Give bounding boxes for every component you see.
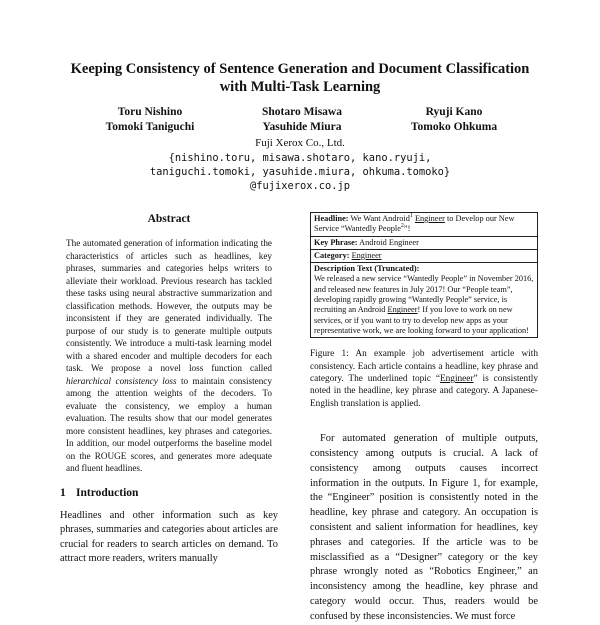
figure-description-row	[311, 263, 537, 337]
section-heading	[60, 487, 278, 499]
author-block-3	[374, 106, 534, 133]
author-name: Shotaro Misawa	[262, 106, 342, 118]
affiliation: Fuji Xerox Co., Ltd.	[255, 137, 345, 149]
author-name: Tomoko Ohkuma	[410, 121, 498, 133]
underlined-topic: Engineer	[414, 214, 445, 223]
figure-label: Headline:	[314, 214, 349, 223]
title-line-2: with Multi-Task Learning	[219, 79, 381, 95]
abstract-text-part: The automated generation of information indicating the characteristics of articles such as headlines, key phrases, summaries and categories helps writers to alleviate their workload. Previous research has tackled these tasks using neural abstractive summarization and classification methods. However, the outputs may be inconsistent if they are generated individually. The purpose of our study is to generate multiple outputs consistently. We introduce a multi-task learning model with a shared encoder and multiple decoders for each task. We propose a novel loss function called	[66, 238, 272, 373]
body-paragraph: For automated generation of multiple outputs, consistency among outputs is crucial. A lack of consistency among outputs causes incorrect information in the outputs. In Figure 1, for example, the “Engineer” position is consistently noted in the headline, key phrase and category. An occupation is consistent and salient information for headlines, key phrases and categories. If the article was to be misclassified as a “Designer” category or the key phrase wrongly noted as “Robotics Engineer,” an inconsistency among the headline, key phrase and category would occur. Thus, readers would be confused by these inconsistencies. We must force	[310, 433, 538, 622]
figure-box	[310, 212, 538, 338]
footnote-mark: 1	[409, 213, 413, 220]
caption-text: Figure 1: An example job advertisement article with consistency. Each article contains a headline, key phrase and category. The underlined topic “	[310, 349, 538, 385]
figure-text: ! If you love to work on new services, or if you want to try to develop new apps as your representative work, we are looking forward to your application!	[314, 305, 529, 335]
left-column	[60, 213, 278, 567]
title-line-1: Keeping Consistency of Sentence Generation and Document Classification	[70, 61, 530, 77]
right-column	[310, 212, 538, 625]
figure-text: to Develop our New Service “Wantedly People	[314, 214, 515, 234]
underlined-topic: Engineer	[351, 250, 382, 260]
figure-text: We Want Android	[348, 214, 410, 223]
caption-text: ” is consistently noted in the headline, key phrase and category. A Japanese-English translation is applied.	[310, 374, 539, 409]
email-line: {nishino.toru, misawa.shotaro, kano.ryuji,	[168, 152, 432, 164]
abstract-text	[60, 237, 278, 475]
paper-title	[40, 60, 560, 96]
abstract-heading: Abstract	[147, 213, 191, 225]
intro-text: Headlines and other information such as key phrases, summaries and categories about articles are crucial for readers to search articles on demand. To attract more readers, writers manually	[60, 509, 278, 565]
figure-keyphrase-row	[311, 237, 537, 250]
author-name: Tomoki Taniguchi	[105, 121, 195, 133]
figure-text: Android Engineer	[357, 237, 419, 247]
author-block-2	[222, 106, 382, 133]
author-name: Ryuji Kano	[425, 106, 483, 118]
figure-caption	[310, 348, 538, 410]
figure-text: We released a new service “Wantedly People” in November 2016, and released new features in July 2017! Our “People team”, developing rapidly growing “Wantedly People” service, is recruiting an Android	[314, 274, 534, 315]
abstract-emphasis: hierarchical consistency loss	[66, 375, 177, 386]
author-name: Toru Nishino	[117, 106, 183, 118]
email-line: taniguchi.tomoki, yasuhide.miura, ohkuma.tomoko}	[149, 166, 451, 178]
underlined-topic: Engineer	[387, 305, 418, 315]
author-name: Yasuhide Miura	[262, 121, 342, 133]
underlined-topic: Engineer	[439, 374, 474, 385]
email-line: @fujixerox.co.jp	[249, 180, 351, 192]
figure-category-row	[311, 250, 537, 263]
figure-label: Key Phrase:	[314, 237, 358, 247]
section-title: Introduction	[76, 486, 139, 499]
figure-label: Category:	[314, 250, 350, 260]
email-list	[0, 151, 600, 193]
author-block-1	[70, 106, 230, 133]
footnote-mark: 2	[400, 223, 404, 230]
figure-label: Description Text (Truncated):	[314, 264, 420, 274]
figure-headline-row	[311, 213, 537, 237]
section-number: 1	[60, 486, 66, 499]
figure-text: ”!	[403, 224, 411, 234]
abstract-text-part: to maintain consistency among the attention weights of the decoders. To evaluate the consistency, we employ a human evaluation. The results show that our model generates more consistent headlines, key phrases and categories. In addition, our model outperforms the baseline model on the ROUGE scores, and generates more adequate and fluent headlines.	[66, 375, 272, 473]
